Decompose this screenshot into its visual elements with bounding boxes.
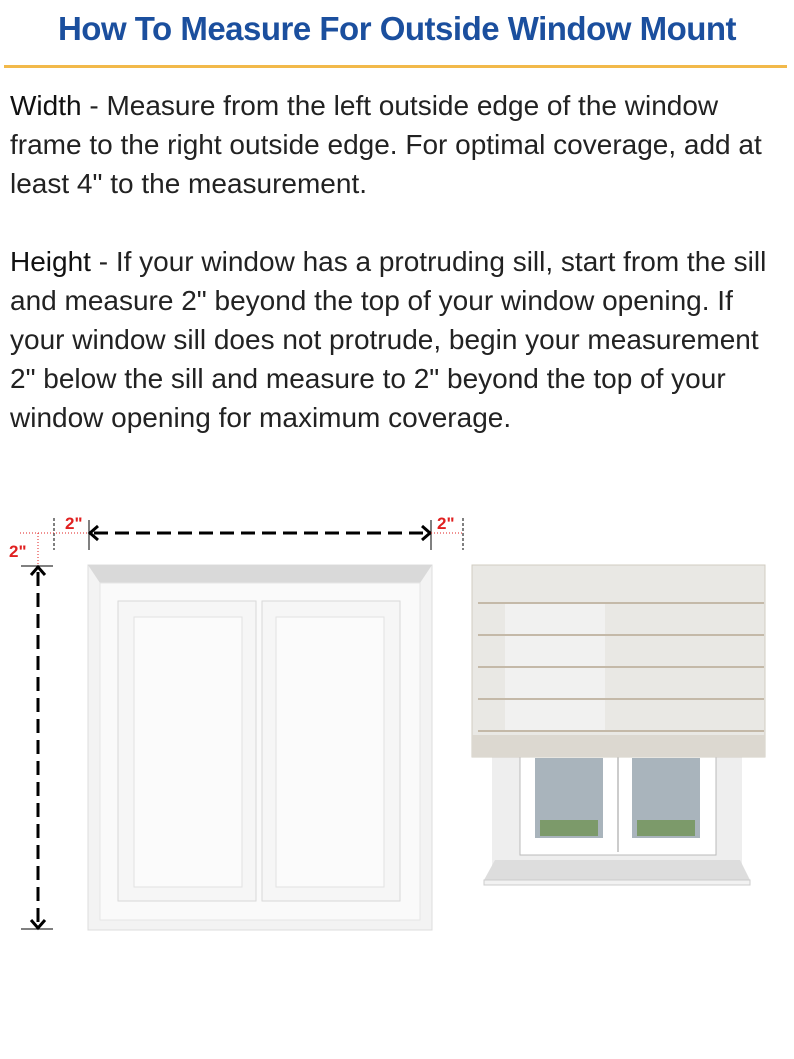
page-title: How To Measure For Outside Window Mount <box>57 10 737 47</box>
window-frame-illustration <box>88 565 432 930</box>
width-text: - Measure from the left outside edge of the window frame to the right outside edge. For optimal coverage, add at least 4" to the measurement. <box>10 90 762 199</box>
width-label: Width <box>10 90 82 121</box>
height-text: - If your window has a protruding sill, start from the sill and measure 2" beyond the top of your window opening. If your window sill does not protrude, begin your measurement 2" below the sill and measure to 2" beyond the top of your window opening for maximum coverage. <box>10 246 767 433</box>
top-margin-label: 2" <box>9 542 27 561</box>
width-dimension-arrow <box>20 518 463 566</box>
roman-shade-illustration <box>472 565 765 885</box>
left-margin-label: 2" <box>65 514 83 533</box>
height-label: Height <box>10 246 91 277</box>
right-margin-label: 2" <box>437 514 455 533</box>
height-dimension-arrow <box>21 566 53 929</box>
